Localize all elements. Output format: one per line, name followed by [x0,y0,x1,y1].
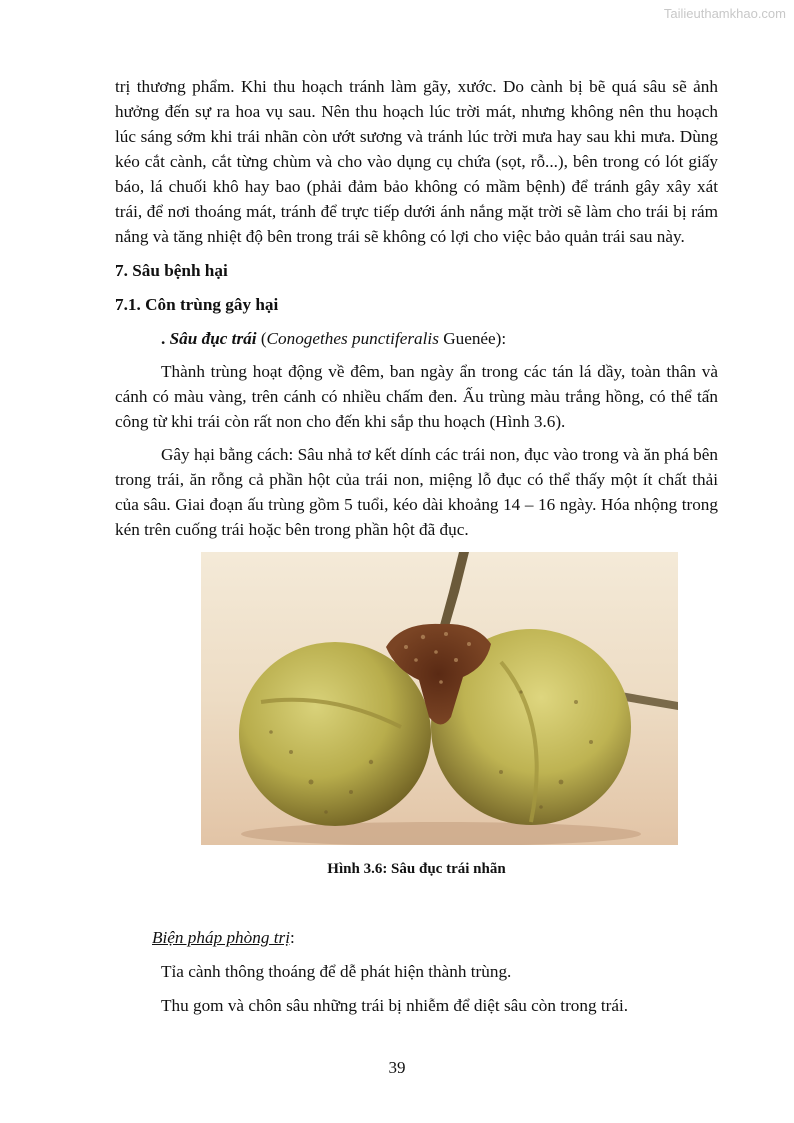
control-measures-title-colon: : [289,928,295,947]
control-measures [115,925,718,1018]
paragraph-adult-description: Thành trùng hoạt động về đêm, ban ngày ẩn trong các tán lá dầy, toàn thân và cánh có màu vàng, trên cánh có nhiều chấm đen. Ấu trùng màu trắng hồng, có thể tấn công từ khi trái còn rất non cho đến khi sắp thu hoạch (Hình 3.6). [115,362,718,431]
fruit-shadow [241,822,641,845]
pest-title-line [115,326,718,351]
figure-caption: Hình 3.6: Sâu đục trái nhãn [327,861,506,877]
paragraph-damage: Gây hại bằng cách: Sâu nhả tơ kết dính các trái non, đục vào trong và ăn phá bên trong trái, ăn rỗng cả phần hột của trái non, miệng lỗ đục có thể thấy một ít chất thải của sâu. Giai đoạn ấu trùng gồm 5 tuổi, kéo dài khoảng 14 – 16 ngày. Hóa nhộng trong kén trên cuống trái hoặc bên trong phần hột đã đục. [115,445,718,539]
pest-scientific-name: Conogethes punctiferalis [266,329,439,348]
figure-longan-borer-photo [201,552,678,845]
heading-insect-pests: 7.1. Côn trùng gây hại [115,295,279,314]
page-number: 39 [388,1058,406,1077]
watermark: Tailieuthamkhao.com [663,6,786,21]
paragraph-harvest: trị thương phẩm. Khi thu hoạch tránh làm gãy, xước. Do cành bị bẽ quá sâu sẽ ảnh hưởng đến sự ra hoa vụ sau. Nên thu hoạch lúc trời mát, nhưng không nên thu hoạch lúc sáng sớm khi trái nhãn còn ướt sương và tránh lúc trời mưa hay sau khi mưa. Dùng kéo cắt cành, cắt từng chùm và cho vào dụng cụ chứa (sọt, rỗ...), bên trong có lót giấy báo, lá chuối khô hay bao (phải đảm bảo không có mầm bệnh) để tránh gây xây xát trái, để nơi thoáng mát, tránh để trực tiếp dưới ánh nắng mặt trời sẽ làm cho trái bị rám nắng và tăng nhiệt độ bên trong trái sẽ không có lợi cho việc bảo quản trái sau này. [115,77,718,246]
heading-pests-diseases: 7. Sâu bệnh hại [115,261,228,280]
pest-author: Guenée): [438,329,507,348]
pest-open-paren: ( [256,329,267,348]
control-measure-item: Tỉa cành thông thoáng để dễ phát hiện thành trùng. [161,962,512,981]
page-content [115,74,718,1018]
pest-common-name: Sâu đục trái [169,329,257,348]
control-measures-title-text: Biện pháp phòng trị [152,928,290,947]
control-measure-item: Thu gom và chôn sâu những trái bị nhiễm để diệt sâu còn trong trái. [161,996,629,1015]
control-measures-title [115,925,718,950]
left-fruit [239,642,431,826]
pest-prefix: . [161,329,170,348]
